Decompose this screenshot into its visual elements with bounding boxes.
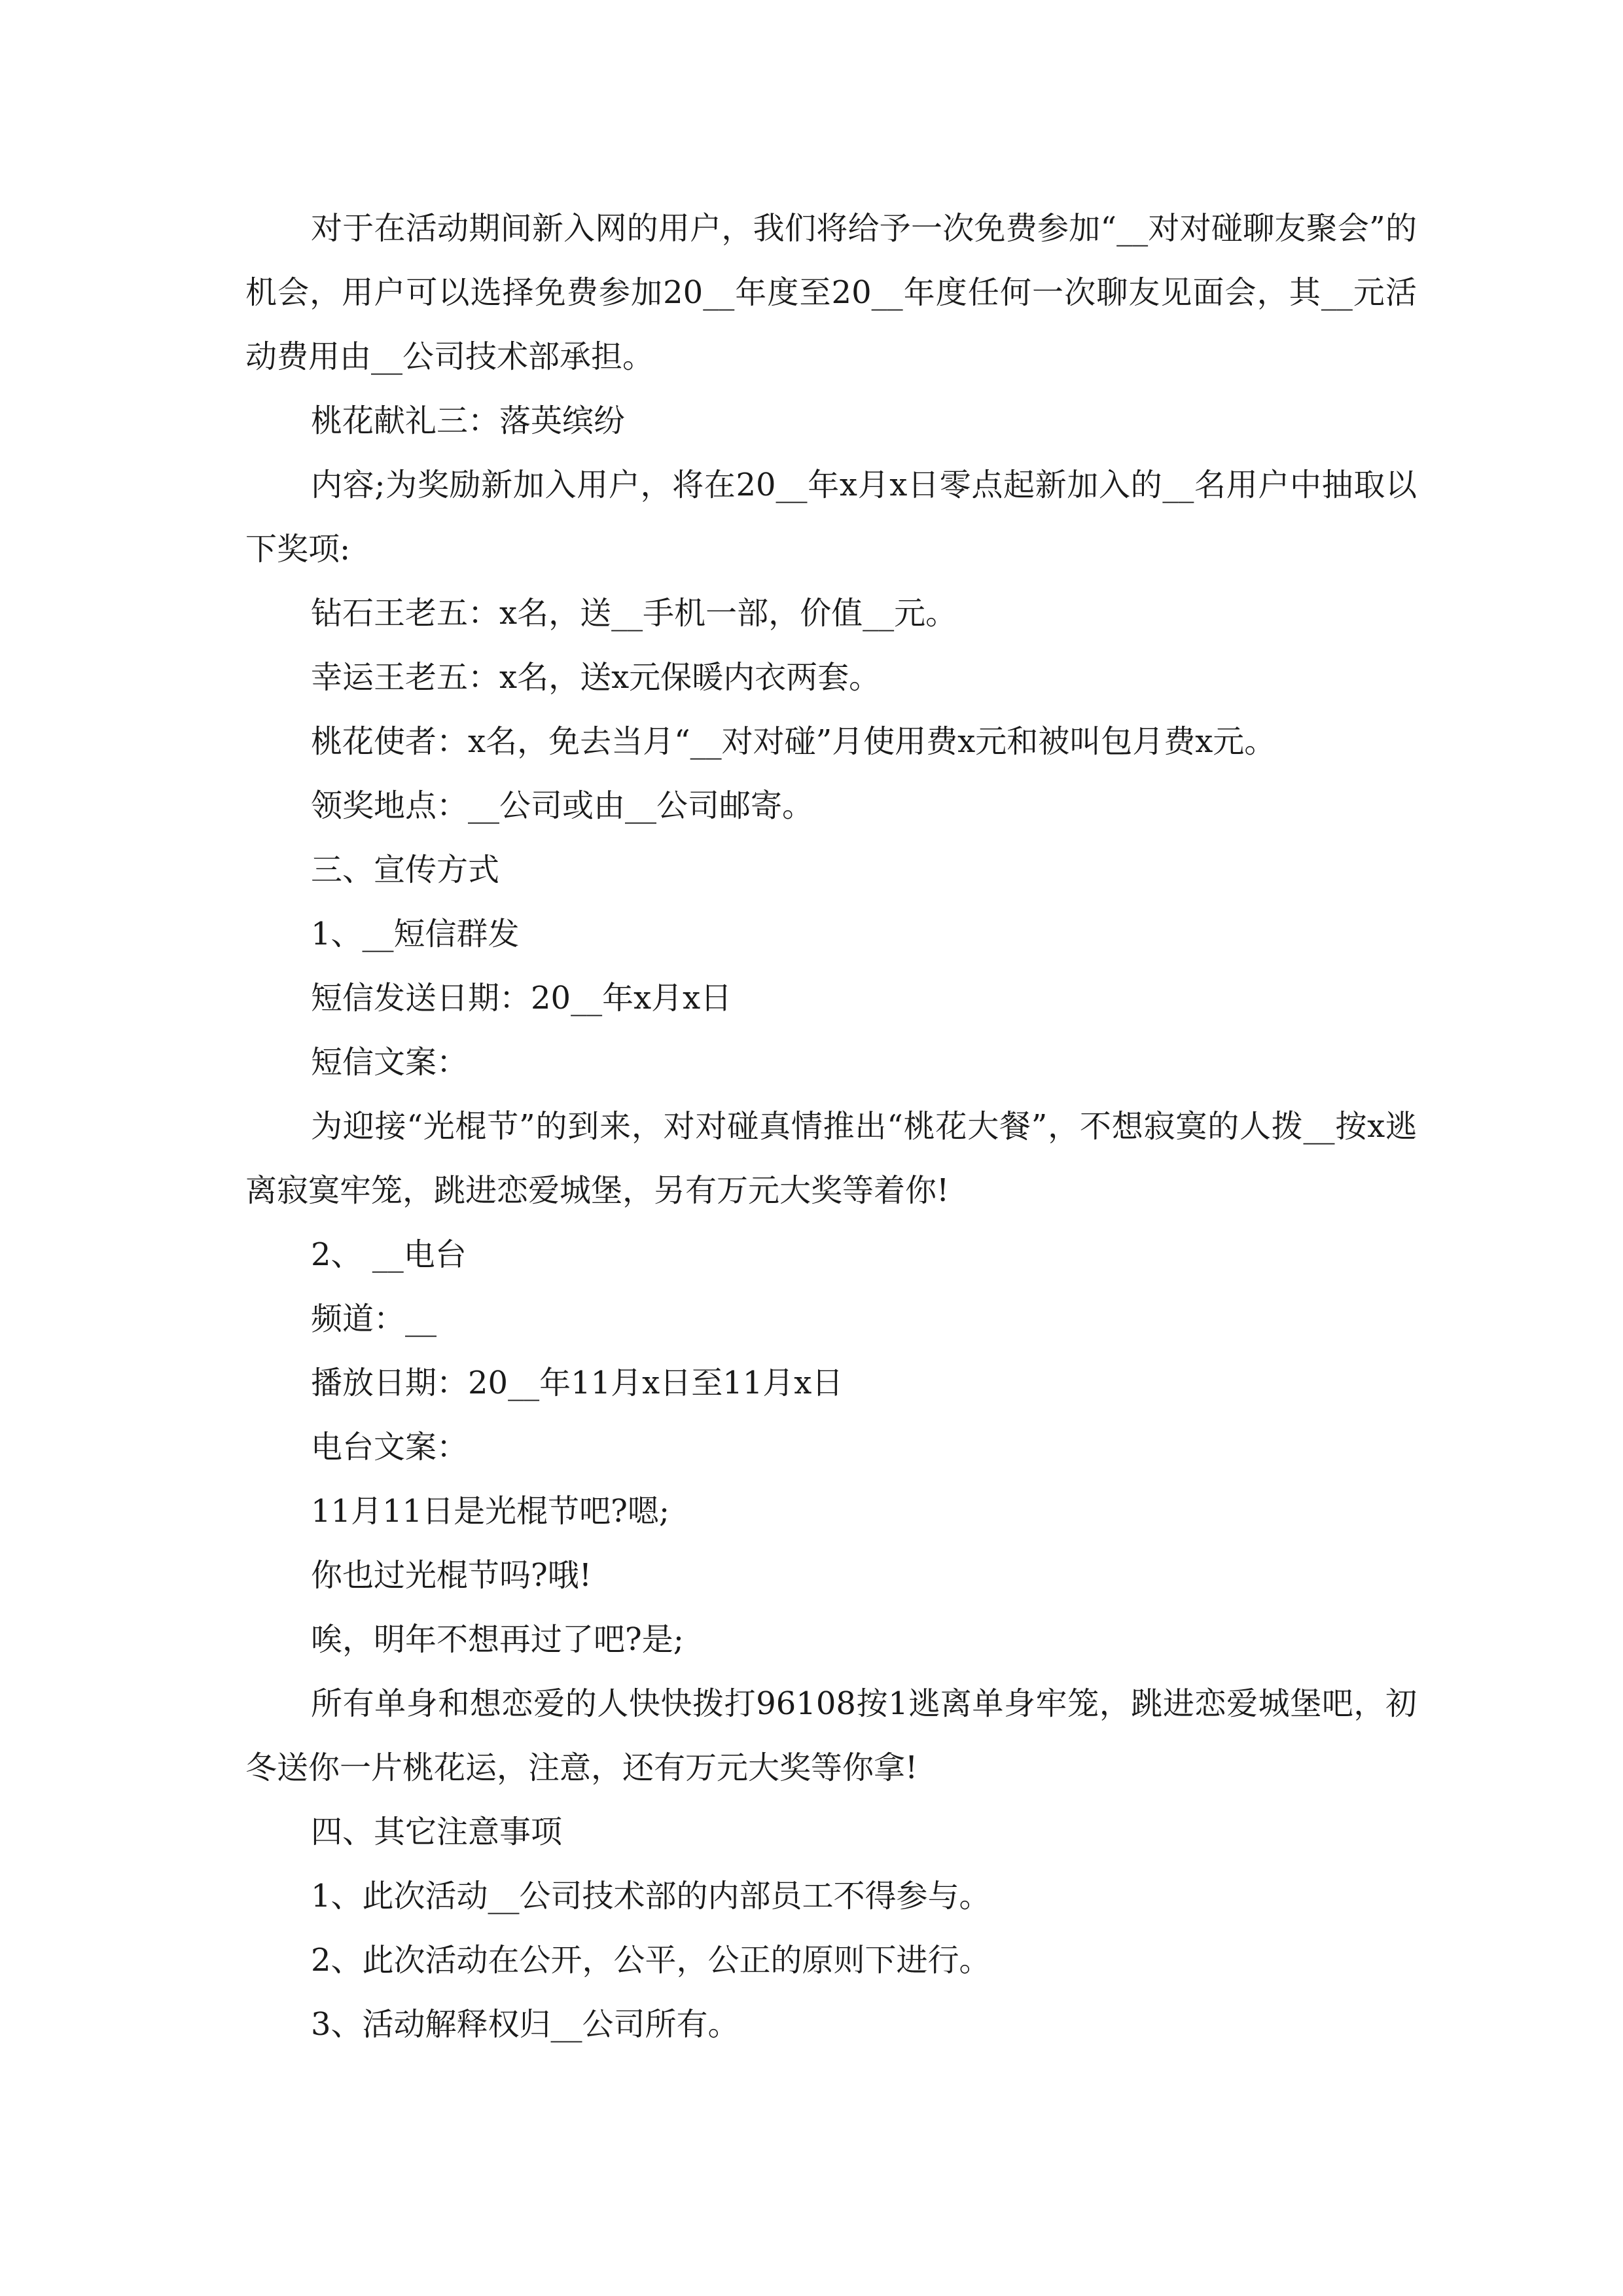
prize-lucky: 幸运王老五：x名，送x元保暖内衣两套。 bbox=[311, 659, 881, 696]
radio-copy-line-4: 所有单身和想恋爱的人快快拨打96108按1逃离单身牢笼，跳进恋爱城堡吧，初冬送你一片桃花运，注意，还有万元大奖等你拿! bbox=[245, 1685, 1417, 1786]
heading-gift-three: 桃花献礼三：落英缤纷 bbox=[311, 403, 626, 439]
prize-diamond: 钻石王老五：x名，送__手机一部，价值__元。 bbox=[311, 595, 957, 632]
radio-copy-line-1: 11月11日是光棍节吧?嗯; bbox=[311, 1493, 670, 1530]
note-item-1: 1、此次活动__公司技术部的内部员工不得参与。 bbox=[311, 1878, 991, 1914]
section-heading-promotion: 三、宣传方式 bbox=[311, 852, 500, 888]
prize-claim-location: 领奖地点：__公司或由__公司邮寄。 bbox=[311, 787, 814, 824]
section-heading-notes: 四、其它注意事项 bbox=[311, 1814, 563, 1850]
note-item-2: 2、此次活动在公开，公平，公正的原则下进行。 bbox=[311, 1942, 991, 1979]
note-item-3: 3、活动解释权归__公司所有。 bbox=[311, 2006, 740, 2043]
subheading-radio: 2、 __电台 bbox=[311, 1236, 467, 1273]
radio-copy-label: 电台文案： bbox=[311, 1429, 469, 1465]
radio-copy-line-3: 唉，明年不想再过了吧?是; bbox=[311, 1621, 684, 1658]
prize-peach-envoy: 桃花使者：x名，免去当月“__对对碰”月使用费x元和被叫包月费x元。 bbox=[311, 723, 1276, 760]
sms-copy-label: 短信文案： bbox=[311, 1044, 469, 1081]
sms-send-date: 短信发送日期：20__年x月x日 bbox=[311, 980, 732, 1016]
radio-copy-line-2: 你也过光棍节吗?哦! bbox=[311, 1557, 592, 1594]
paragraph-new-user-offer: 对于在活动期间新入网的用户，我们将给予一次免费参加“__对对碰聊友聚会”的机会，用户可以选择免费参加20__年度至20__年度任何一次聊友见面会，其__元活动费用由__公司技术部承担。 bbox=[245, 210, 1417, 375]
radio-broadcast-date: 播放日期：20__年11月x日至11月x日 bbox=[311, 1365, 844, 1401]
paragraph-reward-content: 内容;为奖励新加入用户，将在20__年x月x日零点起新加入的__名用户中抽取以下奖项: bbox=[245, 467, 1417, 567]
sms-copy-text: 为迎接“光棍节”的到来，对对碰真情推出“桃花大餐”，不想寂寞的人拨__按x逃离寂寞牢笼，跳进恋爱城堡，另有万元大奖等着你! bbox=[245, 1108, 1417, 1209]
document-body bbox=[245, 196, 1417, 2056]
subheading-sms: 1、__短信群发 bbox=[311, 916, 520, 952]
radio-channel: 频道：__ bbox=[311, 1300, 437, 1337]
